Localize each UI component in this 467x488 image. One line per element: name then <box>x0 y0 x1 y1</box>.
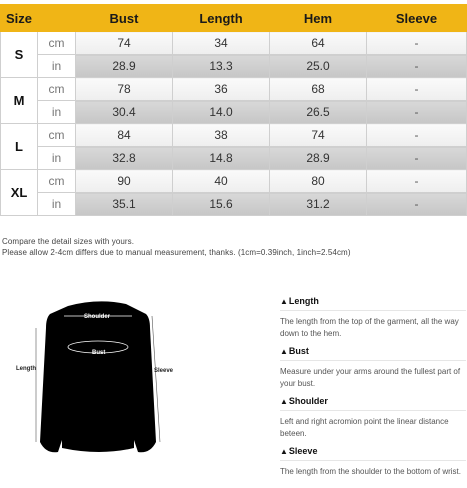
sleeve-value: - <box>367 170 467 193</box>
bust-value: 84 <box>76 124 173 147</box>
header-sleeve: Sleeve <box>367 5 467 32</box>
bust-value: 78 <box>76 78 173 101</box>
definition-desc-sleeve: The length from the shoulder to the bottom of wrist. <box>280 460 466 478</box>
length-value: 34 <box>173 32 270 55</box>
garment-measurement-diagram <box>10 292 186 462</box>
table-row <box>1 32 467 55</box>
size-label: XL <box>1 170 38 216</box>
note-compare: Compare the detail sizes with yours. <box>2 237 135 246</box>
length-value: 15.6 <box>173 193 270 216</box>
sleeve-label: Sleeve <box>154 368 174 374</box>
hem-value: 26.5 <box>270 101 367 124</box>
header-length: Length <box>173 5 270 32</box>
definition-term-shoulder: ▲Shoulder <box>280 396 328 406</box>
sleeve-value: - <box>367 147 467 170</box>
hem-value: 74 <box>270 124 367 147</box>
note-allowance: Please allow 2-4cm differs due to manual measurement, thanks. (1cm=0.39inch, 1inch=2.54cm) <box>2 248 351 257</box>
sleeve-value: - <box>367 78 467 101</box>
sleeve-value: - <box>367 193 467 216</box>
unit-cell: cm <box>38 124 76 147</box>
sleeve-value: - <box>367 55 467 78</box>
bust-value: 30.4 <box>76 101 173 124</box>
length-value: 36 <box>173 78 270 101</box>
triangle-icon: ▲ <box>280 297 288 306</box>
table-row <box>1 55 467 78</box>
definition-desc-bust: Measure under your arms around the fullest part of your bust. <box>280 360 466 390</box>
bust-value: 35.1 <box>76 193 173 216</box>
definition-desc-shoulder: Left and right acromion point the linear distance beteen. <box>280 410 466 440</box>
table-row <box>1 78 467 101</box>
garment-shape <box>40 301 156 452</box>
header-bust: Bust <box>76 5 173 32</box>
table-row <box>1 101 467 124</box>
size-chart-table <box>0 4 467 216</box>
hem-value: 31.2 <box>270 193 367 216</box>
table-header-row <box>1 5 467 32</box>
bust-value: 32.8 <box>76 147 173 170</box>
sleeve-value: - <box>367 124 467 147</box>
table-row <box>1 170 467 193</box>
length-value: 38 <box>173 124 270 147</box>
unit-cell: cm <box>38 78 76 101</box>
header-hem: Hem <box>270 5 367 32</box>
unit-cell: in <box>38 101 76 124</box>
table-row <box>1 147 467 170</box>
triangle-icon: ▲ <box>280 347 288 356</box>
definition-term-sleeve: ▲Sleeve <box>280 446 318 456</box>
measurement-definitions <box>280 296 466 484</box>
size-label: L <box>1 124 38 170</box>
sleeve-value: - <box>367 32 467 55</box>
definition-term-length: ▲Length <box>280 296 319 306</box>
bust-value: 74 <box>76 32 173 55</box>
definition-desc-length: The length from the top of the garment, all the way down to the hem. <box>280 310 466 340</box>
length-value: 13.3 <box>173 55 270 78</box>
size-notes <box>2 236 351 258</box>
bust-value: 28.9 <box>76 55 173 78</box>
definition-term-bust: ▲Bust <box>280 346 309 356</box>
hem-value: 64 <box>270 32 367 55</box>
hem-value: 68 <box>270 78 367 101</box>
triangle-icon: ▲ <box>280 447 288 456</box>
header-size: Size <box>1 5 38 32</box>
unit-cell: in <box>38 55 76 78</box>
size-label: S <box>1 32 38 78</box>
header-unit <box>38 5 76 32</box>
sleeve-value: - <box>367 101 467 124</box>
length-label: Length <box>16 366 36 372</box>
unit-cell: in <box>38 193 76 216</box>
bust-label: Bust <box>92 350 106 356</box>
size-label: M <box>1 78 38 124</box>
table-row <box>1 193 467 216</box>
hem-value: 80 <box>270 170 367 193</box>
table-row <box>1 124 467 147</box>
length-value: 14.8 <box>173 147 270 170</box>
hem-value: 28.9 <box>270 147 367 170</box>
unit-cell: in <box>38 147 76 170</box>
unit-cell: cm <box>38 170 76 193</box>
shoulder-label: Shoulder <box>84 314 111 320</box>
triangle-icon: ▲ <box>280 397 288 406</box>
hem-value: 25.0 <box>270 55 367 78</box>
bust-value: 90 <box>76 170 173 193</box>
length-value: 14.0 <box>173 101 270 124</box>
unit-cell: cm <box>38 32 76 55</box>
length-value: 40 <box>173 170 270 193</box>
